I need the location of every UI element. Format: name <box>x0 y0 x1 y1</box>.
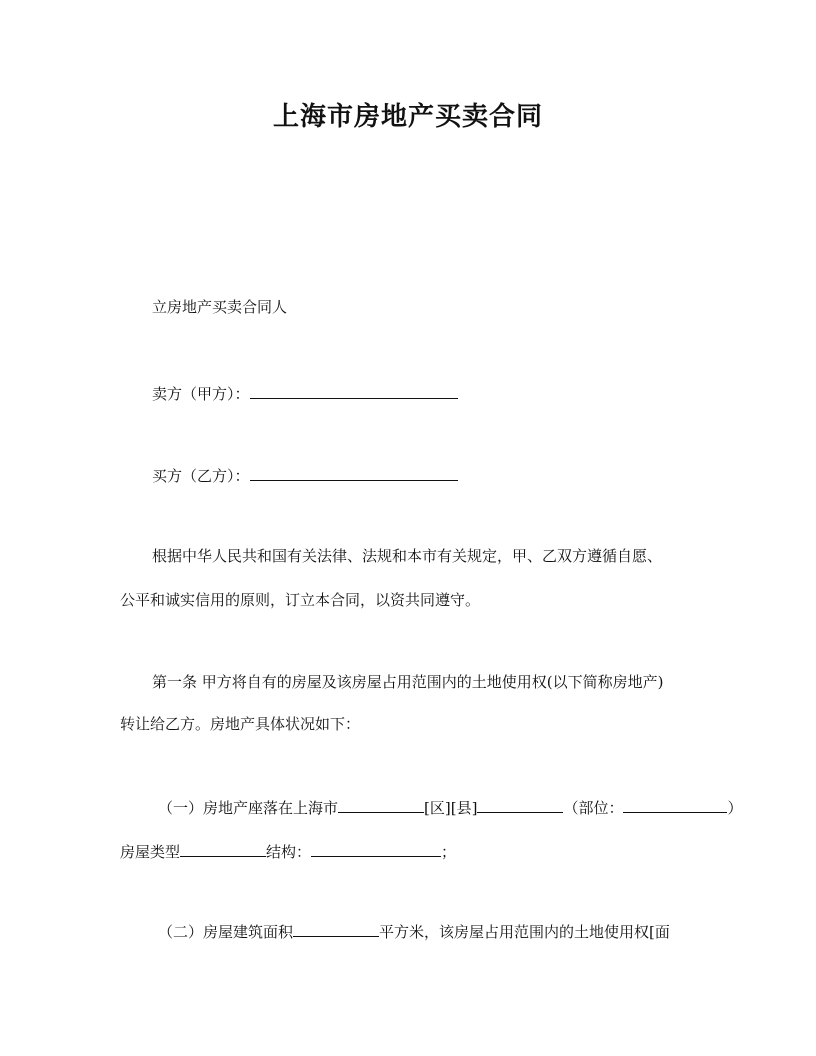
buyer-label: 买方（乙方）： <box>152 467 250 485</box>
preamble-line-2: 公平和诚实信用的原则，订立本合同，以资共同遵守。 <box>120 591 481 609</box>
item2-prefix: （二）房屋建筑面积 <box>158 923 294 941</box>
item1-line-1 <box>158 796 742 818</box>
item1-prefix: （一）房地产座落在上海市 <box>158 799 339 817</box>
location-label: （部位： <box>563 799 624 817</box>
preamble-line-1: 根据中华人民共和国有关法律、法规和本市有关规定，甲、乙双方遵循自愿、 <box>152 547 663 565</box>
item2-line-1 <box>158 920 670 942</box>
address-blank[interactable] <box>338 796 424 813</box>
seller-blank[interactable] <box>250 382 458 399</box>
location-blank[interactable] <box>623 796 727 813</box>
seller-line <box>152 382 458 404</box>
buyer-blank[interactable] <box>250 464 458 481</box>
article1-line-1: 第一条 甲方将自有的房屋及该房屋占用范围内的土地使用权(以下简称房地产) <box>152 673 664 691</box>
article1-line-2: 转让给乙方。房地产具体状况如下： <box>120 715 361 733</box>
district-blank[interactable] <box>477 796 563 813</box>
item1-line-2 <box>120 840 456 862</box>
house-type-blank[interactable] <box>180 840 266 857</box>
location-close: ） <box>727 799 743 817</box>
house-type-label: 房屋类型 <box>120 843 181 861</box>
structure-blank[interactable] <box>311 840 441 857</box>
item1-end: ； <box>441 843 457 861</box>
seller-label: 卖方（甲方）： <box>152 385 250 403</box>
structure-label: 结构： <box>266 843 312 861</box>
buyer-line <box>152 464 458 486</box>
item2-suffix: 平方米，该房屋占用范围内的土地使用权[面 <box>379 923 670 941</box>
district-label: [区][县] <box>424 799 478 817</box>
area-blank[interactable] <box>293 920 379 937</box>
intro-line: 立房地产买卖合同人 <box>152 298 288 316</box>
document-title: 上海市房地产买卖合同 <box>272 102 543 132</box>
